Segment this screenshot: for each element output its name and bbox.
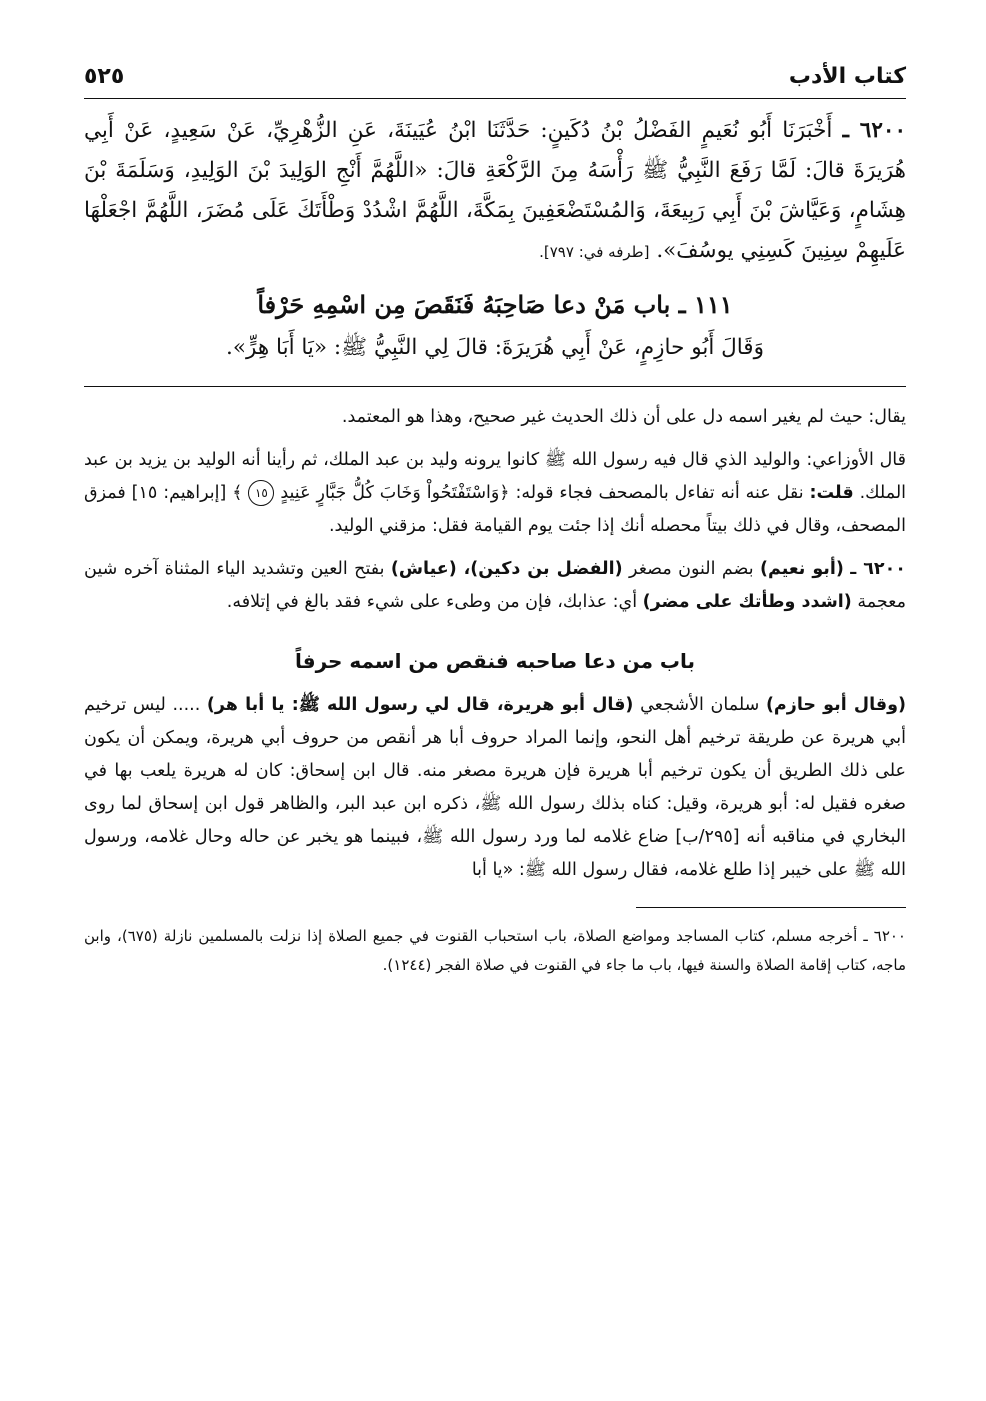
footnotes <box>84 922 906 980</box>
footnote: ٦٢٠٠ ـ أخرجه مسلم، كتاب المساجد ومواضع الصلاة، باب استحباب القنوت في جميع الصلاة إذا نزلت بالمسلمين نازلة (٦٧٥)، وابن ماجه، كتاب إقامة الصلاة والسنة فيها، باب ما جاء في القنوت في صلاة الفجر (١٢٤٤). <box>84 927 906 974</box>
commentary-text: بفتح العين وتشديد الياء المثناة آخره شين معجمة <box>84 559 906 612</box>
book-title: كتاب الأدب <box>788 64 906 89</box>
footnote-rule <box>636 907 906 908</box>
quoted-term: (اشدد وطأتك على مضر) <box>642 592 852 612</box>
commentary-text: سلمان الأشجعي <box>640 695 760 715</box>
chapter-text: وَقَالَ أَبُو حازِمٍ، عَنْ أَبِي هُرَيرَةَ: قالَ لِي النَّبِيُّ ﷺ: «يَا أَبَا هِرٍّ». <box>226 335 764 360</box>
quoted-term: (الفضل بن دكين)، (عياش) <box>390 559 623 579</box>
commentary-paragraph <box>84 689 906 887</box>
hadith-number: ٦٢٠٠ ـ <box>850 559 906 579</box>
quoted-term: (أبو نعيم) <box>760 559 844 579</box>
page-number: ٥٢٥ <box>84 64 125 89</box>
chapter-heading: ١١١ ـ باب مَنْ دعا صَاحِبَهُ فَنَقَصَ مِن اسْمِهِ حَرْفاً <box>257 290 733 319</box>
commentary-text: بضم النون مصغر <box>629 559 754 579</box>
commentary-paragraph <box>84 444 906 543</box>
quoted-term: (وقال أبو حازم) <box>765 695 906 715</box>
commentary-text: نقل عنه أنه تفاءل بالمصحف فجاء قوله: ﴿وَاسْتَفْتَحُواْ وَخَابَ كُلُّ جَبَّارٍ عَنِيدٍ <box>280 483 804 503</box>
hadith-text-section <box>84 111 906 368</box>
section-divider <box>84 386 906 387</box>
commentary-text: أي: عذابك، فإن من وطىء على شيء فقد بالغ في إتلافه. <box>226 592 638 612</box>
hadith-body: أَخْبَرَنَا أَبُو نُعَيمٍ الفَضْلُ بْنُ دُكَينٍ: حَدَّثَنَا ابْنُ عُيَينَةَ، عَنِ الزُّهْرِيِّ، عَنْ سَعِيدٍ، عَنْ أَبِي هُرَيرَةَ قالَ: لَمَّا رَفَعَ النَّبِيُّ ﷺ رَأْسَهُ مِنَ الرَّكْعَةِ قالَ: «اللَّهُمَّ أَنْجِ الوَلِيدَ بْنَ الوَلِيدِ، وَسَلَمَةَ بْنَ هِشَامٍ، وَعَيَّاشَ بْنَ أَبِي رَبِيعَةَ، وَالمُسْتَضْعَفِينَ بِمَكَّةَ، اللَّهُمَّ اشْدُدْ وَطْأَتَكَ عَلَى مُضَرَ، اللَّهُمَّ اجْعَلْهَا عَلَيهِمْ سِنِينَ كَسِنِي يوسُفَ». <box>84 118 906 263</box>
book-page <box>84 60 906 980</box>
commentary-text: قال الأوزاعي: والوليد الذي قال فيه رسول الله ﷺ كانوا يرونه وليد بن عبد الملك، ثم رأينا أنه الوليد بن يزيد بن عبد الملك. <box>84 450 907 503</box>
qult-label: قلت: <box>809 483 854 503</box>
running-header <box>84 60 906 99</box>
commentary-heading: باب من دعا صاحبه فنقص من اسمه حرفاً <box>294 649 696 673</box>
commentary-section <box>84 401 906 887</box>
hadith-number: ٦٢٠٠ ـ <box>842 118 906 143</box>
hadith-paragraph <box>84 111 906 272</box>
verse-number-ornament: ١٥ <box>248 480 274 506</box>
commentary-paragraph <box>84 553 906 619</box>
commentary-text: ..... ليس ترخيم أبي هريرة عن طريقة ترخيم أهل النحو، وإنما المراد حروف أبا هر أنقص من حروف أبي هريرة، ويمكن أن يكون على ذلك الطريق أن يكون ترخيم أبا هريرة فإن هريرة مصغر منه. قال ابن إسحاق: كان له هريرة يلعب بها في صغره فقيل له: أبو هريرة، وقيل: كناه بذلك رسول الله ﷺ، ذكره ابن عبد البر، والظاهر قول ابن إسحاق لما روى البخاري في مناقبه أنه [٢٩٥/ب] ضاع غلامه لما ورد رسول الله ﷺ، فبينما هو يخبر عن حاله وحال غلامه، ورسول الله ﷺ على خيبر إذا طلع غلامه، فقال رسول الله ﷺ: «يا أبا <box>84 695 906 880</box>
tarf-reference: [طرفه في: ٧٩٧]. <box>539 243 650 261</box>
commentary-paragraph: يقال: حيث لم يغير اسمه دل على أن ذلك الحديث غير صحيح، وهذا هو المعتمد. <box>341 407 906 427</box>
quoted-term: (قال أبو هريرة، قال لي رسول الله ﷺ: يا أبا هر) <box>206 695 634 715</box>
commentary-text: ﴾ [إبراهيم: ١٥] فمزق المصحف، وقال في ذلك بيتاً محصله أنك إذا جئت يوم القيامة فقل: مزقني الوليد. <box>84 483 906 536</box>
